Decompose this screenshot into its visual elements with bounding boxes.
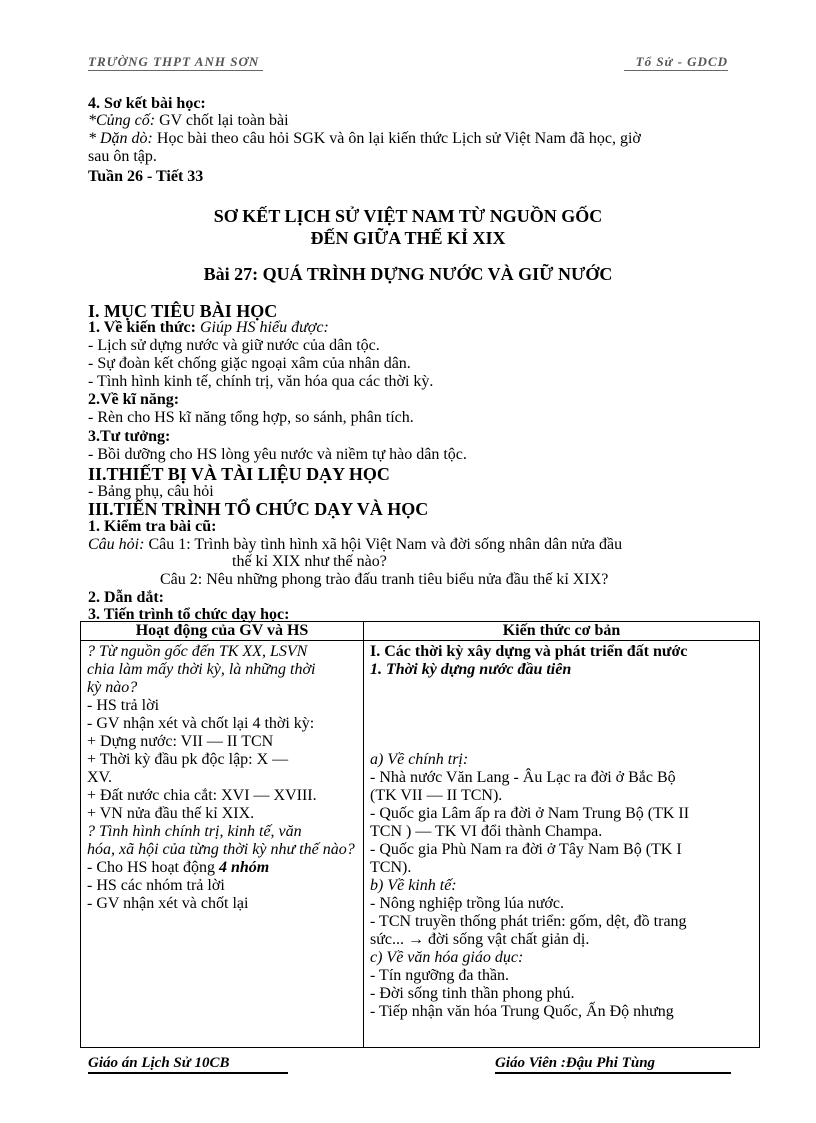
knowledge-line: TCN). xyxy=(370,859,412,876)
skills-item-1: - Rèn cho HS kĩ năng tổng hợp, so sánh, phân tích. xyxy=(88,409,414,426)
question-text: ? Tình hình chính trị, kinh tế, văn xyxy=(87,823,302,840)
knowledge-line: - Nông nghiệp trồng lúa nước. xyxy=(370,895,564,912)
equipment-item-1: - Bảng phụ, câu hỏi xyxy=(88,483,214,500)
group-count: 4 nhóm xyxy=(219,859,270,876)
footer-teacher: Giáo Viên :Đậu Phi Tùng xyxy=(495,1055,731,1074)
question-text: hóa, xã hội của từng thời kỳ như thế nào? xyxy=(87,841,355,858)
period-line: + Thời kỳ đầu pk độc lập: X — xyxy=(87,751,289,768)
knowledge-section-heading: I. Các thời kỳ xây dựng và phát triển đất nước xyxy=(370,643,688,660)
knowledge-line: (TK VII — II TCN). xyxy=(370,787,503,804)
arrow-right-icon: → xyxy=(408,931,424,948)
activity-line: - HS trả lời xyxy=(87,697,160,714)
cungco-text: GV chốt lại toàn bài xyxy=(155,112,289,129)
skills-heading: 2.Về kĩ năng: xyxy=(88,391,180,408)
lesson-title: Bài 27: QUÁ TRÌNH DỰNG NƯỚC VÀ GIỮ NƯỚC xyxy=(203,264,613,284)
table-row xyxy=(81,641,760,1048)
knowledge-text: đời sống vật chất giản dị. xyxy=(424,931,590,948)
knowledge-line: - Nhà nước Văn Lang - Âu Lạc ra đời ở Bắc Bộ xyxy=(370,769,676,786)
cungco-label: *Củng cố: xyxy=(88,112,156,129)
question-2: Câu 2: Nêu những phong trào đấu tranh tiêu biểu nửa đầu thế kỉ XIX? xyxy=(160,571,609,588)
knowledge-text: sức... xyxy=(370,931,408,948)
table-header-row xyxy=(81,622,760,641)
lesson-table xyxy=(80,621,760,1048)
activities-cell xyxy=(81,641,364,1048)
knowledge-label: 1. Về kiến thức: xyxy=(88,319,196,336)
question-label: Câu hỏi: xyxy=(88,536,145,553)
period-line: + VN nửa đầu thế kỉ XIX. xyxy=(87,805,255,822)
equipment-heading: II.THIẾT BỊ VÀ TÀI LIỆU DẠY HỌC xyxy=(88,464,390,484)
title-line-1: SƠ KẾT LỊCH SỬ VIỆT NAM TỪ NGUỒN GỐC xyxy=(213,206,603,226)
week-lesson: Tuần 26 - Tiết 33 xyxy=(88,168,204,185)
knowledge-line: - Tiếp nhận văn hóa Trung Quốc, Ấn Độ nhưng xyxy=(370,1003,674,1020)
organization-heading: 3. Tiến trình tổ chức dạy học: xyxy=(88,606,290,623)
cungco-line xyxy=(88,112,289,130)
knowledge-line: - Tín ngưỡng đa thần. xyxy=(370,967,510,984)
check-heading: 1. Kiểm tra bài cũ: xyxy=(88,518,217,535)
dando-text: Học bài theo câu hỏi SGK và ôn lại kiến thức Lịch sử Việt Nam đã học, giờ xyxy=(152,130,641,147)
knowledge-line xyxy=(370,931,753,949)
knowledge-item-1: - Lịch sử dựng nước và giữ nước của dân tộc. xyxy=(88,337,380,354)
knowledge-sub: Giúp HS hiểu được: xyxy=(195,319,329,336)
process-heading: III.TIẾN TRÌNH TỔ CHỨC DẠY VÀ HỌC xyxy=(88,499,429,519)
col-header-knowledge: Kiến thức cơ bản xyxy=(364,622,760,641)
knowledge-subheading: c) Về văn hóa giáo dục: xyxy=(370,949,524,966)
title-line-2: ĐẾN GIỮA THẾ KỈ XIX xyxy=(310,228,506,248)
col-header-activities: Hoạt động của GV và HS xyxy=(81,622,364,641)
header-school: TRƯỜNG THPT ANH SƠN xyxy=(88,54,263,71)
question-1-line xyxy=(88,536,622,554)
knowledge-line: - Quốc gia Lâm ấp ra đời ở Nam Trung Bộ (TK II xyxy=(370,805,690,822)
thought-heading: 3.Tư tưởng: xyxy=(88,428,171,445)
knowledge-item-2: - Sự đoàn kết chống giặc ngoại xâm của nhân dân. xyxy=(88,355,411,372)
knowledge-subsection-heading: 1. Thời kỳ dựng nước đầu tiên xyxy=(370,661,572,678)
objectives-heading: I. MỤC TIÊU BÀI HỌC xyxy=(88,301,278,321)
knowledge-item-3: - Tình hình kinh tế, chính trị, văn hóa qua các thời kỳ. xyxy=(88,373,434,390)
dando-line xyxy=(88,130,641,148)
period-line: XV. xyxy=(87,769,113,786)
knowledge-line: - TCN truyền thống phát triển: gốm, dệt, đồ trang xyxy=(370,913,687,930)
thought-item-1: - Bồi dưỡng cho HS lòng yêu nước và niềm tự hào dân tộc. xyxy=(88,446,467,463)
section-4-heading: 4. Sơ kết bài học: xyxy=(88,95,206,112)
activity-line xyxy=(87,859,357,877)
spacer xyxy=(370,679,753,751)
question-text: ? Từ nguồn gốc đến TK XX, LSVN xyxy=(87,643,308,660)
knowledge-line: - Quốc gia Phù Nam ra đời ở Tây Nam Bộ (TK I xyxy=(370,841,682,858)
knowledge-subheading: b) Về kinh tế: xyxy=(370,877,457,894)
dando-text-cont: sau ôn tập. xyxy=(88,148,157,165)
period-line: + Đất nước chia cắt: XVI — XVIII. xyxy=(87,787,317,804)
activity-line: - GV nhận xét và chốt lại 4 thời kỳ: xyxy=(87,715,315,732)
question-text: chia làm mấy thời kỳ, là những thời xyxy=(87,661,316,678)
question-1-cont: thế kỉ XIX như thế nào? xyxy=(232,553,387,570)
knowledge-subheading: a) Về chính trị: xyxy=(370,751,469,768)
activity-line: - HS các nhóm trả lời xyxy=(87,877,225,894)
activity-line: - GV nhận xét và chốt lại xyxy=(87,895,249,912)
period-line: + Dựng nước: VII — II TCN xyxy=(87,733,274,750)
knowledge-cell xyxy=(364,641,760,1048)
intro-heading: 2. Dẫn dắt: xyxy=(88,589,165,606)
dando-label: * Dặn dò: xyxy=(88,130,153,147)
knowledge-line: TCN ) — TK VI đổi thành Champa. xyxy=(370,823,603,840)
knowledge-line xyxy=(88,319,329,337)
question-text: kỳ nào? xyxy=(87,679,138,696)
footer-lesson-plan: Giáo án Lịch Sử 10CB xyxy=(88,1055,288,1074)
header-department: Tổ Sử - GDCD xyxy=(624,54,728,71)
question-1-text: Câu 1: Trình bày tình hình xã hội Việt Nam và đời sống nhân dân nửa đầu xyxy=(144,536,623,553)
activity-text: - Cho HS hoạt động xyxy=(87,859,219,876)
knowledge-line: - Đời sống tinh thần phong phú. xyxy=(370,985,575,1002)
